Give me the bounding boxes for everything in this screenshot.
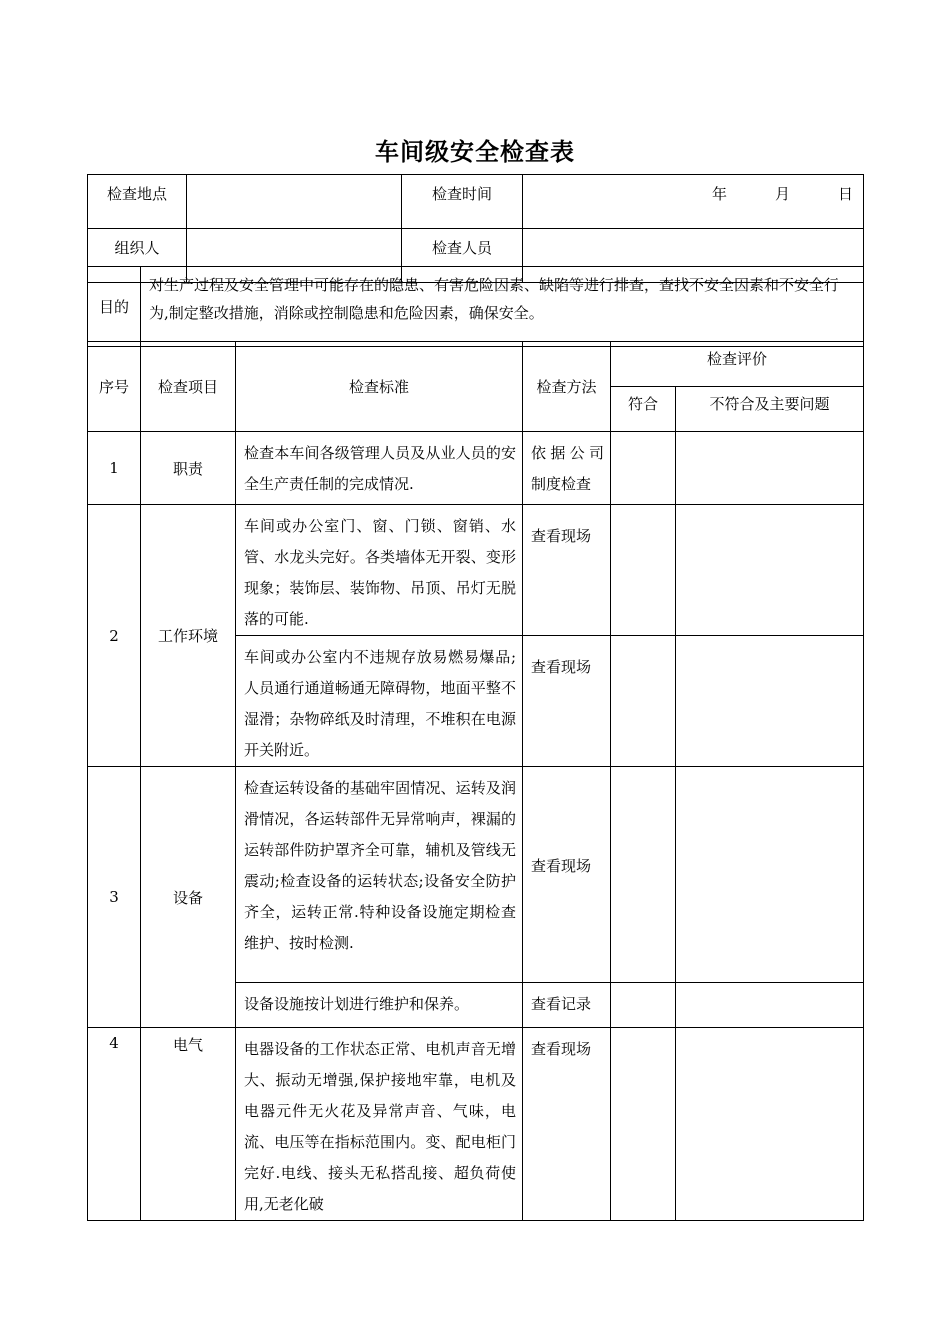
nonconform-cell[interactable]	[676, 432, 864, 505]
row-standard: 电器设备的工作状态正常、电机声音无增大、振动无增强,保护接地牢靠，电机及电器元件无火花及异常声音、气味，电流、电压等在指标范围内。变、配电柜门完好.电线、接头无私搭乱接、超负荷使用,无老化破	[236, 1028, 523, 1221]
year-label: 年	[711, 185, 727, 203]
table-row	[88, 432, 864, 505]
organizer-label: 组织人	[88, 229, 187, 283]
row-item: 设备	[141, 767, 236, 1028]
purpose-label: 目的	[88, 267, 141, 347]
conform-cell[interactable]	[611, 1028, 676, 1221]
nonconform-cell[interactable]	[676, 1028, 864, 1221]
nonconform-cell[interactable]	[676, 983, 864, 1028]
col-no: 序号	[88, 342, 141, 432]
conform-cell[interactable]	[611, 983, 676, 1028]
col-item: 检查项目	[141, 342, 236, 432]
row-standard: 车间或办公室门、窗、门锁、窗销、水管、水龙头完好。各类墙体无开裂、变形现象；装饰层、装饰物、吊顶、吊灯无脱落的可能.	[236, 505, 523, 636]
col-conform: 符合	[611, 387, 676, 432]
row-no: 2	[88, 505, 141, 767]
row-method: 查看现场	[523, 1028, 611, 1221]
row-method: 查看现场	[523, 636, 611, 767]
table-row	[88, 767, 864, 983]
table-row	[88, 505, 864, 636]
row-method: 查看现场	[523, 767, 611, 983]
col-standard: 检查标准	[236, 342, 523, 432]
time-label: 检查时间	[402, 175, 523, 229]
nonconform-cell[interactable]	[676, 505, 864, 636]
nonconform-cell[interactable]	[676, 767, 864, 983]
row-standard: 设备设施按计划进行维护和保养。	[236, 983, 523, 1028]
time-field[interactable]	[523, 175, 864, 229]
row-method: 依据公司制度检查	[523, 432, 611, 505]
row-no: 4	[88, 1028, 141, 1221]
page-title: 车间级安全检查表	[375, 137, 575, 166]
conform-cell[interactable]	[611, 505, 676, 636]
row-item: 电气	[141, 1028, 236, 1221]
row-standard: 检查运转设备的基础牢固情况、运转及润滑情况，各运转部件无异常响声，裸漏的运转部件防护罩齐全可靠，辅机及管线无震动;检查设备的运转状态;设备安全防护齐全，运转正常.特种设备设施定期检查维护、按时检测.	[236, 767, 523, 983]
location-field[interactable]	[187, 175, 402, 229]
col-method: 检查方法	[523, 342, 611, 432]
conform-cell[interactable]	[611, 636, 676, 767]
row-method: 查看现场	[523, 505, 611, 636]
table-row	[88, 1028, 864, 1221]
inspector-label: 检查人员	[402, 229, 523, 283]
purpose-table	[87, 266, 864, 347]
row-no: 1	[88, 432, 141, 505]
month-label: 月	[774, 185, 790, 203]
col-nonconform: 不符合及主要问题	[676, 387, 864, 432]
purpose-text: 对生产过程及安全管理中可能存在的隐患、有害危险因素、缺陷等进行排查，查找不安全因素和不安全行为,制定整改措施，消除或控制隐患和危险因素，确保安全。	[141, 267, 864, 347]
row-item: 职责	[141, 432, 236, 505]
conform-cell[interactable]	[611, 767, 676, 983]
checklist-table	[87, 341, 864, 1221]
row-standard: 车间或办公室内不违规存放易燃易爆品;人员通行通道畅通无障碍物，地面平整不湿滑；杂物碎纸及时清理，不堆积在电源开关附近。	[236, 636, 523, 767]
nonconform-cell[interactable]	[676, 636, 864, 767]
row-method: 查看记录	[523, 983, 611, 1028]
conform-cell[interactable]	[611, 432, 676, 505]
row-standard: 检查本车间各级管理人员及从业人员的安全生产责任制的完成情况.	[236, 432, 523, 505]
col-evaluation: 检查评价	[611, 342, 864, 387]
location-label: 检查地点	[88, 175, 187, 229]
row-no: 3	[88, 767, 141, 1028]
day-label: 日	[837, 185, 853, 203]
row-item: 工作环境	[141, 505, 236, 767]
